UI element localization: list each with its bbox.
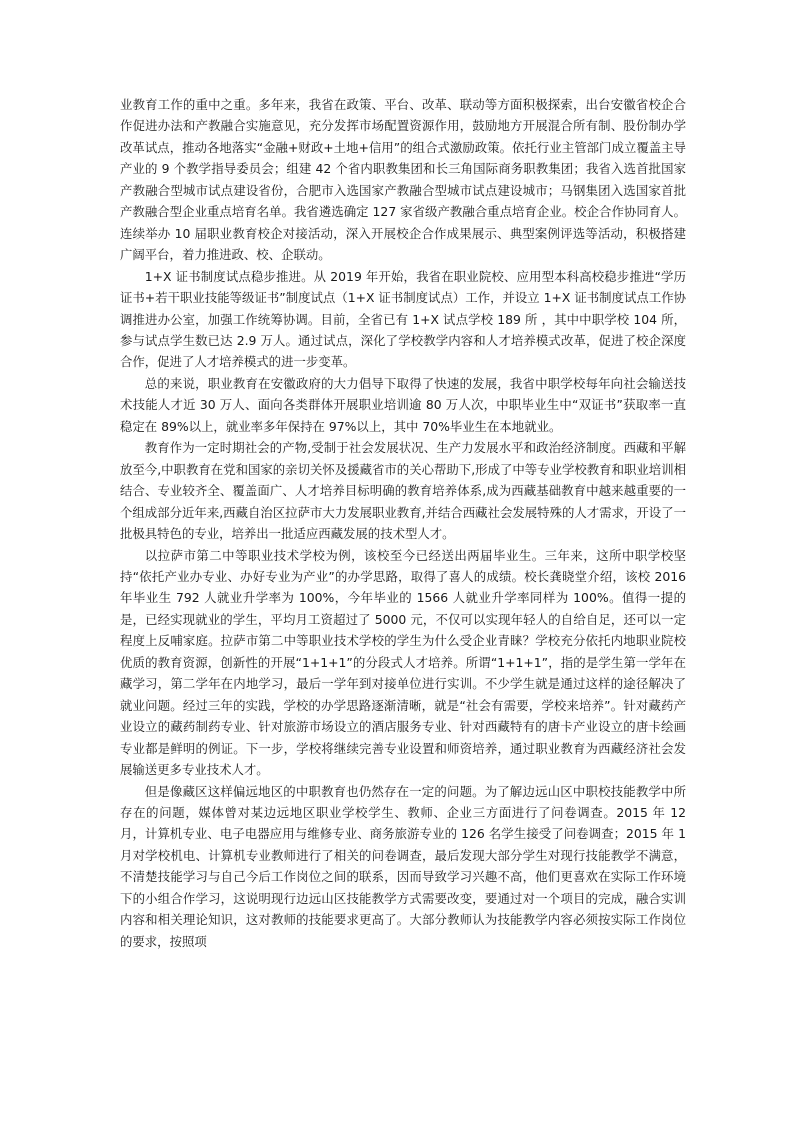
paragraph-problems: 但是像藏区这样偏远地区的中职教育也仍然存在一定的问题。为了解边远山区中职校技能教学中所存在的问题，媒体曾对某边远地区职业学校学生、教师、企业三方面进行了问卷调查。2015 年 12 月，计算机专业、电子电器应用与维修专业、商务旅游专业的 126 名学生接受了问卷调查；2015 年 1 月对学校机电、计算机专业教师进行了相关的问卷调查，最后发现大部分学生对现行技能教学不满意，不清楚技能学习与自己今后工作岗位之间的联系，因而导致学习兴趣不高，他们更喜欢在实际工作环境下的小组合作学习，这说明现行边远山区技能教学方式需要改变，要通过对一个项目的完成，融合实训内容和相关理论知识，这对教师的技能要求更高了。大部分教师认为技能教学内容必须按实际工作岗位的要求，按照项: [120, 783, 686, 949]
paragraph-continuation: 业教育工作的重中之重。多年来，我省在政策、平台、改革、联动等方面积极探索，出台安徽省校企合作促进办法和产教融合实施意见，充分发挥市场配置资源作用，鼓励地方开展混合所有制、股份制办学改革试点，推动各地落实“金融+财政+土地+信用”的组合式激励政策。依托行业主管部门成立覆盖主导产业的 9 个教学指导委员会；组建 42 个省内职教集团和长三角国际商务职教集团；我省入选首批国家产教融合型城市试点建设省份，合肥市入选国家产教融合型城市试点建设城市；马钢集团入选国家首批产教融合型企业重点培育名单。我省遴选确定 127 家省级产教融合重点培育企业。校企合作协同育人。连续举办 10 届职业教育校企对接活动，深入开展校企合作成果展示、典型案例评选等活动，积极搭建广阔平台，着力推进政、校、企联动。: [120, 97, 686, 263]
paragraph-1x-certificate: 1+X 证书制度试点稳步推进。从 2019 年开始，我省在职业院校、应用型本科高校稳步推进“学历证书+若干职业技能等级证书”制度试点（1+X 证书制度试点）工作，并设立 1+X 证书制度试点工作协调推进办公室，加强工作统筹协调。目前，全省已有 1+X 试点学校 189 所 ，其中中职学校 104 所，参与试点学生数已达 2.9 万人。通过试点，深化了学校教学内容和人才培养模式改革，促进了校企深度合作，促进了人才培养模式的进一步变革。: [120, 268, 686, 370]
document-body: [120, 94, 686, 952]
paragraph-lhasa-school: 以拉萨市第二中等职业技术学校为例，该校至今已经送出两届毕业生。三年来，这所中职学校坚持“依托产业办专业、办好专业为产业”的办学思路，取得了喜人的成绩。校长龚晓堂介绍，该校 2016 年毕业生 792 人就业升学率为 100%，今年毕业的 1566 人就业升学率同样为 100%。值得一提的是，已经实现就业的学生，平均月工资超过了 5000 元，不仅可以实现年轻人的自给自足，还可以一定程度上反哺家庭。拉萨市第二中等职业技术学校的学生为什么受企业青睐？学校充分依托内地职业院校优质的教育资源，创新性的开展“1+1+1”的分段式人才培养。所谓“1+1+1”，指的是学生第一学年在藏学习，第二学年在内地学习，最后一学年到对接单位进行实训。不少学生就是通过这样的途径解决了就业问题。经过三年的实践，学校的办学思路逐渐清晰，就是“社会有需要，学校来培养”。针对藏药产业设立的藏药制药专业、针对旅游市场设立的酒店服务专业、针对西藏特有的唐卡产业设立的唐卡绘画专业都是鲜明的例证。下一步，学校将继续完善专业设置和师资培养，通过职业教育为西藏经济社会发展输送更多专业技术人才。: [120, 547, 686, 778]
paragraph-summary: 总的来说，职业教育在安徽政府的大力倡导下取得了快速的发展，我省中职学校每年向社会输送技术技能人才近 30 万人、面向各类群体开展职业培训逾 80 万人次，中职毕业生中“双证书”获取率一直稳定在 89%以上，就业率多年保持在 97%以上，其中 70%毕业生在本地就业。: [120, 375, 686, 434]
paragraph-tibet-education: 教育作为一定时期社会的产物,受制于社会发展状况、生产力发展水平和政治经济制度。西藏和平解放至今,中职教育在党和国家的亲切关怀及援藏省市的关心帮助下,形成了中等专业学校教育和职业培训相结合、专业较齐全、覆盖面广、人才培养目标明确的教育培养体系,成为西藏基础教育中越来越重要的一个组成部分近年来,西藏自治区拉萨市大力发展职业教育,并结合西藏社会发展特殊的人才需求，开设了一批极具特色的专业，培养出一批适应西藏发展的技术型人才。: [120, 440, 686, 542]
